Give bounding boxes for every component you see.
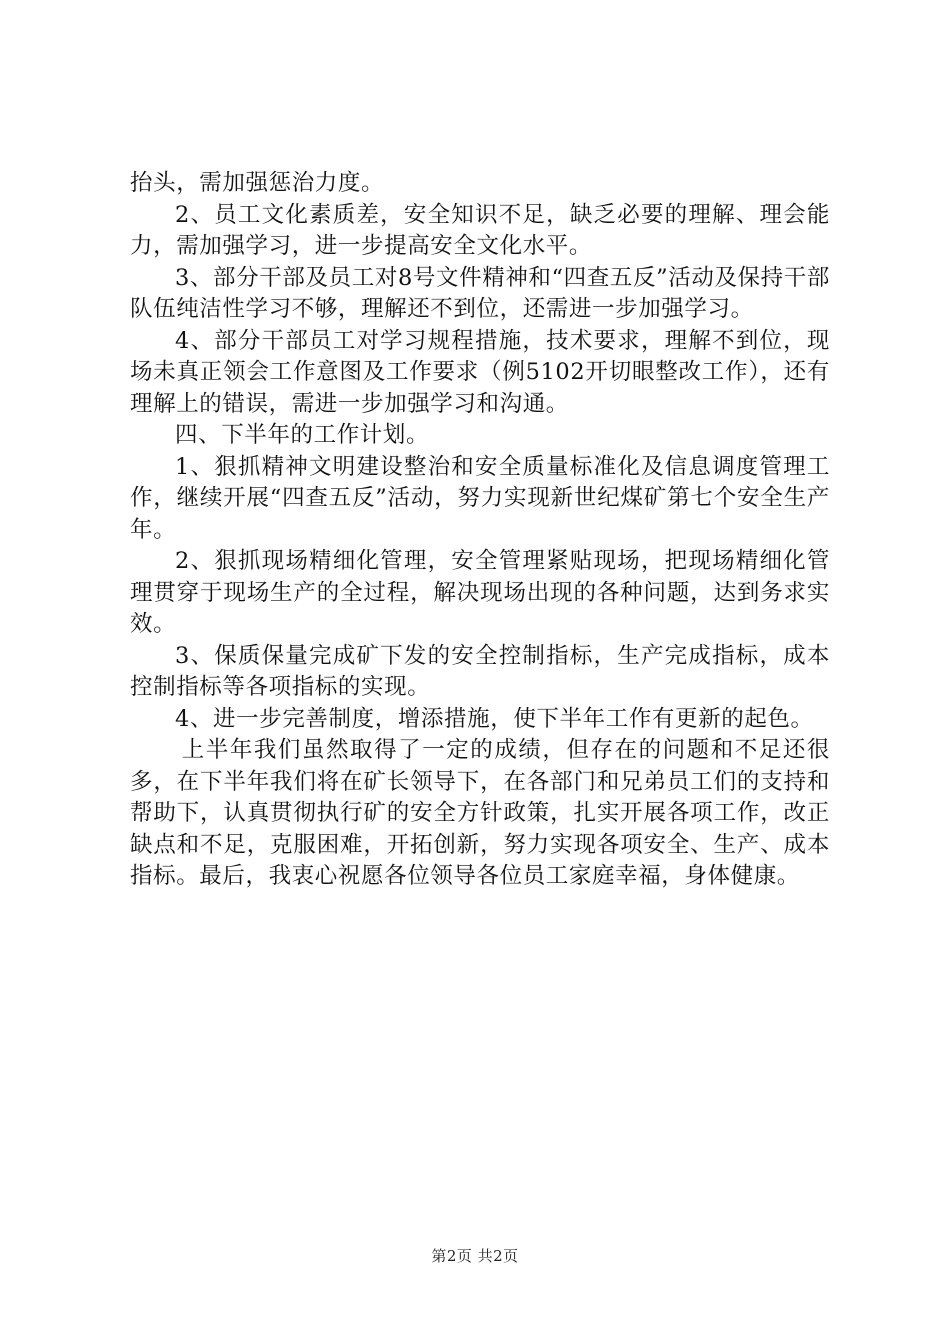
paragraph-conclusion: 上半年我们虽然取得了一定的成绩，但存在的问题和不足还很多，在下半年我们将在矿长领导下，在各部门和兄弟员工们的支持和帮助下，认真贯彻执行矿的安全方针政策，扎实开展各项工作，改正缺点和不足，克服困难，开拓创新，努力实现各项安全、生产、成本指标。最后，我衷心祝愿各位领导各位员工家庭幸福，身体健康。 (130, 737, 830, 889)
page-footer: 第2页 共2页 (431, 1247, 519, 1265)
paragraph-plan-4: 4、进一步完善制度，增添措施，使下半年工作有更新的起色。 (175, 705, 814, 732)
paragraph-problem-2: 2、员工文化素质差，安全知识不足，缺乏必要的理解、理会能力，需加强学习，进一步提高安全文化水平。 (130, 201, 830, 259)
paragraph-plan-1: 1、狠抓精神文明建设整治和安全质量标准化及信息调度管理工作，继续开展“四查五反”活动，努力实现新世纪煤矿第七个安全生产年。 (130, 453, 830, 543)
section-heading-plan: 四、下半年的工作计划。 (175, 422, 430, 448)
paragraph-plan-3: 3、保质保量完成矿下发的安全控制指标，生产完成指标，成本控制指标等各项指标的实现。 (130, 642, 830, 700)
paragraph-problem-4: 4、部分干部员工对学习规程措施，技术要求，理解不到位，现场未真正领会工作意图及工作要求（例5102开切眼整改工作），还有理解上的错误，需进一步加强学习和沟通。 (130, 327, 830, 417)
paragraph-problem-3: 3、部分干部及员工对8号文件精神和“四查五反”活动及保持干部队伍纯洁性学习不够，理解还不到位，还需进一步加强学习。 (130, 264, 830, 322)
document-body (130, 168, 830, 893)
paragraph-continuation: 抬头，需加强惩治力度。 (130, 170, 385, 196)
paragraph-plan-2: 2、狠抓现场精细化管理，安全管理紧贴现场，把现场精细化管理贯穿于现场生产的全过程，解决现场出现的各种问题，达到务求实效。 (130, 548, 830, 637)
